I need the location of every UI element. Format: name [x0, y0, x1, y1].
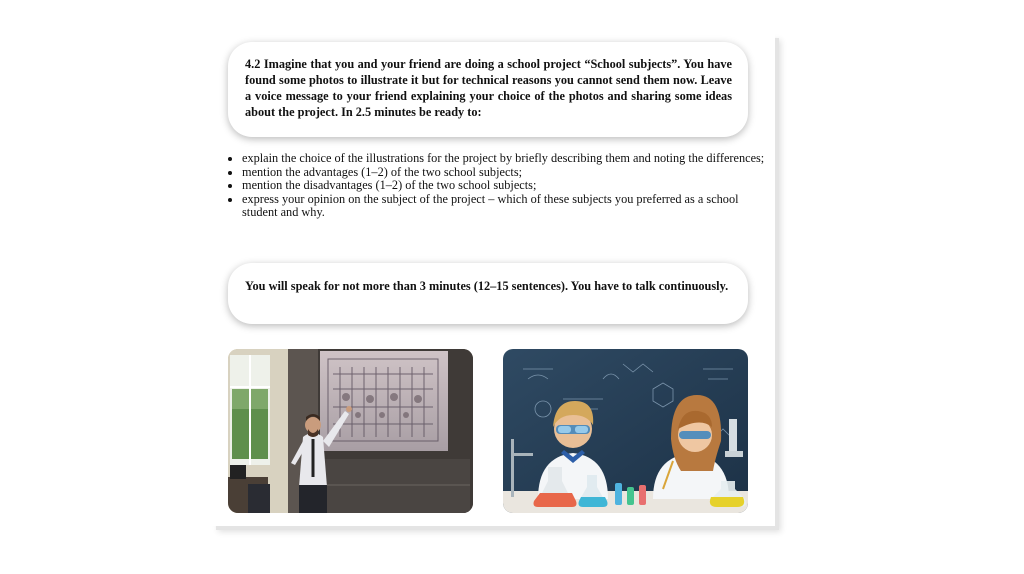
- chemistry-lesson-photo: [503, 349, 748, 513]
- task-instructions-box: [228, 42, 748, 137]
- task-page: [212, 34, 775, 526]
- task-bullet-list: [226, 152, 766, 220]
- bullet-item: • explain the choice of the illustrations for the project by briefly describing them and noting the differences;: [242, 152, 766, 166]
- task-instructions-text: 4.2 Imagine that you and your friend are doing a school project “School subjects”. You have found some photos to illustrate it but for technical reasons you cannot send them now. Leave a voice message to your friend explaining your choice of the photos and sharing some ideas about the project. In 2.5 minutes be ready to:: [245, 57, 732, 119]
- speaking-note-text: You will speak for not more than 3 minutes (12–15 sentences). You have to talk continuously.: [245, 279, 729, 293]
- history-lesson-photo: [228, 349, 473, 513]
- speaking-note-box: [228, 263, 748, 324]
- bullet-item: • mention the disadvantages (1–2) of the two school subjects;: [242, 179, 766, 193]
- bullet-item: • express your opinion on the subject of the project – which of these subjects you preferred as a school student and why.: [242, 193, 766, 220]
- bullet-item: • mention the advantages (1–2) of the two school subjects;: [242, 166, 766, 180]
